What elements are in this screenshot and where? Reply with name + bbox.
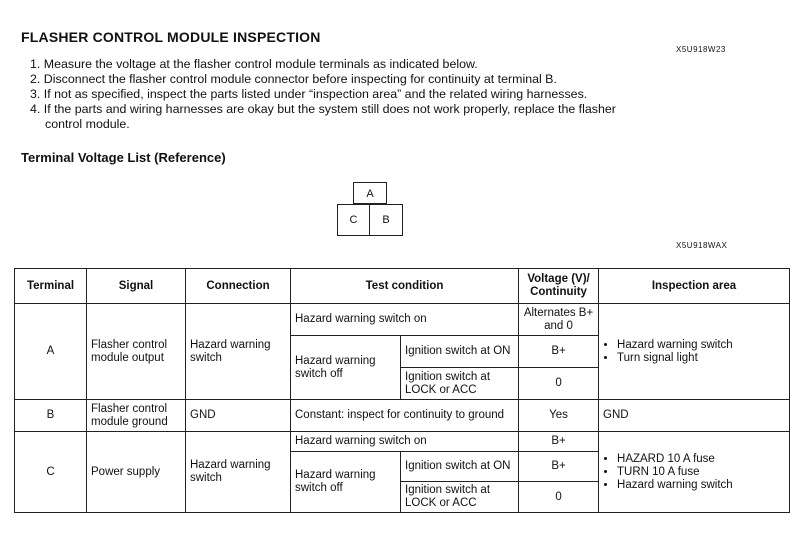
value-cell: Yes — [519, 400, 599, 432]
terminal-cell: B — [15, 400, 87, 432]
inspection-item: • Turn signal light — [617, 352, 785, 365]
inspection-item: • Hazard warning switch — [617, 339, 785, 352]
header-test-condition: Test condition — [291, 269, 519, 304]
condition-cell: Hazard warning switch off — [291, 452, 401, 513]
inspection-item: • HAZARD 10 A fuse — [617, 453, 785, 466]
terminal-cell: C — [15, 432, 87, 513]
inspection-cell — [599, 304, 790, 400]
table-row — [15, 432, 790, 452]
doc-code-top: X5U918W23 — [676, 45, 726, 54]
table-header-row — [15, 269, 790, 304]
table-row — [15, 400, 790, 432]
inspection-list — [603, 339, 785, 365]
connection-cell: GND — [186, 400, 291, 432]
terminal-b-label: B — [382, 214, 390, 226]
terminal-c-cell — [337, 204, 370, 236]
condition-cell: Hazard warning switch off — [291, 336, 401, 400]
condition-cell: Hazard warning switch on — [291, 432, 519, 452]
doc-code-diagram: X5U918WAX — [676, 241, 728, 250]
value-cell: 0 — [519, 368, 599, 400]
value-cell: B+ — [519, 432, 599, 452]
value-cell: B+ — [519, 336, 599, 368]
condition-cell: Ignition switch at ON — [401, 336, 519, 368]
header-connection: Connection — [186, 269, 291, 304]
header-terminal: Terminal — [15, 269, 87, 304]
terminal-b-cell — [369, 204, 403, 236]
instruction-list — [30, 57, 616, 132]
section-heading: Terminal Voltage List (Reference) — [21, 150, 226, 165]
condition-cell: Hazard warning switch on — [291, 304, 519, 336]
header-voltage: Voltage (V)/ Continuity — [519, 269, 599, 304]
signal-cell: Power supply — [87, 432, 186, 513]
instruction-step: 4. If the parts and wiring harnesses are okay but the system still does not work properly, replace the flasher — [30, 102, 616, 116]
inspection-cell: GND — [599, 400, 790, 432]
signal-cell: Flasher control module ground — [87, 400, 186, 432]
header-signal: Signal — [87, 269, 186, 304]
value-cell: 0 — [519, 482, 599, 513]
condition-cell: Ignition switch at LOCK or ACC — [401, 482, 519, 513]
instruction-step: 3. If not as specified, inspect the parts listed under “inspection area” and the related wiring harnesses. — [30, 87, 588, 101]
value-cell: Alternates B+ and 0 — [519, 304, 599, 336]
terminal-voltage-table — [14, 268, 790, 513]
condition-cell: Constant: inspect for continuity to ground — [291, 400, 519, 432]
instruction-step: 2. Disconnect the flasher control module connector before inspecting for continuity at terminal B. — [30, 72, 557, 86]
condition-cell: Ignition switch at ON — [401, 452, 519, 482]
terminal-cell: A — [15, 304, 87, 400]
terminal-c-label: C — [349, 214, 358, 226]
inspection-list — [603, 453, 785, 492]
header-inspection: Inspection area — [599, 269, 790, 304]
instruction-step: 1. Measure the voltage at the flasher control module terminals as indicated below. — [30, 57, 478, 71]
condition-cell: Ignition switch at LOCK or ACC — [401, 368, 519, 400]
inspection-item: • Hazard warning switch — [617, 479, 785, 492]
inspection-item: • TURN 10 A fuse — [617, 466, 785, 479]
connection-cell: Hazard warning switch — [186, 304, 291, 400]
value-cell: B+ — [519, 452, 599, 482]
connector-diagram — [337, 182, 403, 236]
signal-cell: Flasher control module output — [87, 304, 186, 400]
table-row — [15, 304, 790, 336]
page-title: FLASHER CONTROL MODULE INSPECTION — [21, 29, 321, 45]
terminal-a-label: A — [366, 188, 374, 200]
connection-cell: Hazard warning switch — [186, 432, 291, 513]
inspection-cell — [599, 432, 790, 513]
instruction-step: control module. — [45, 117, 130, 131]
